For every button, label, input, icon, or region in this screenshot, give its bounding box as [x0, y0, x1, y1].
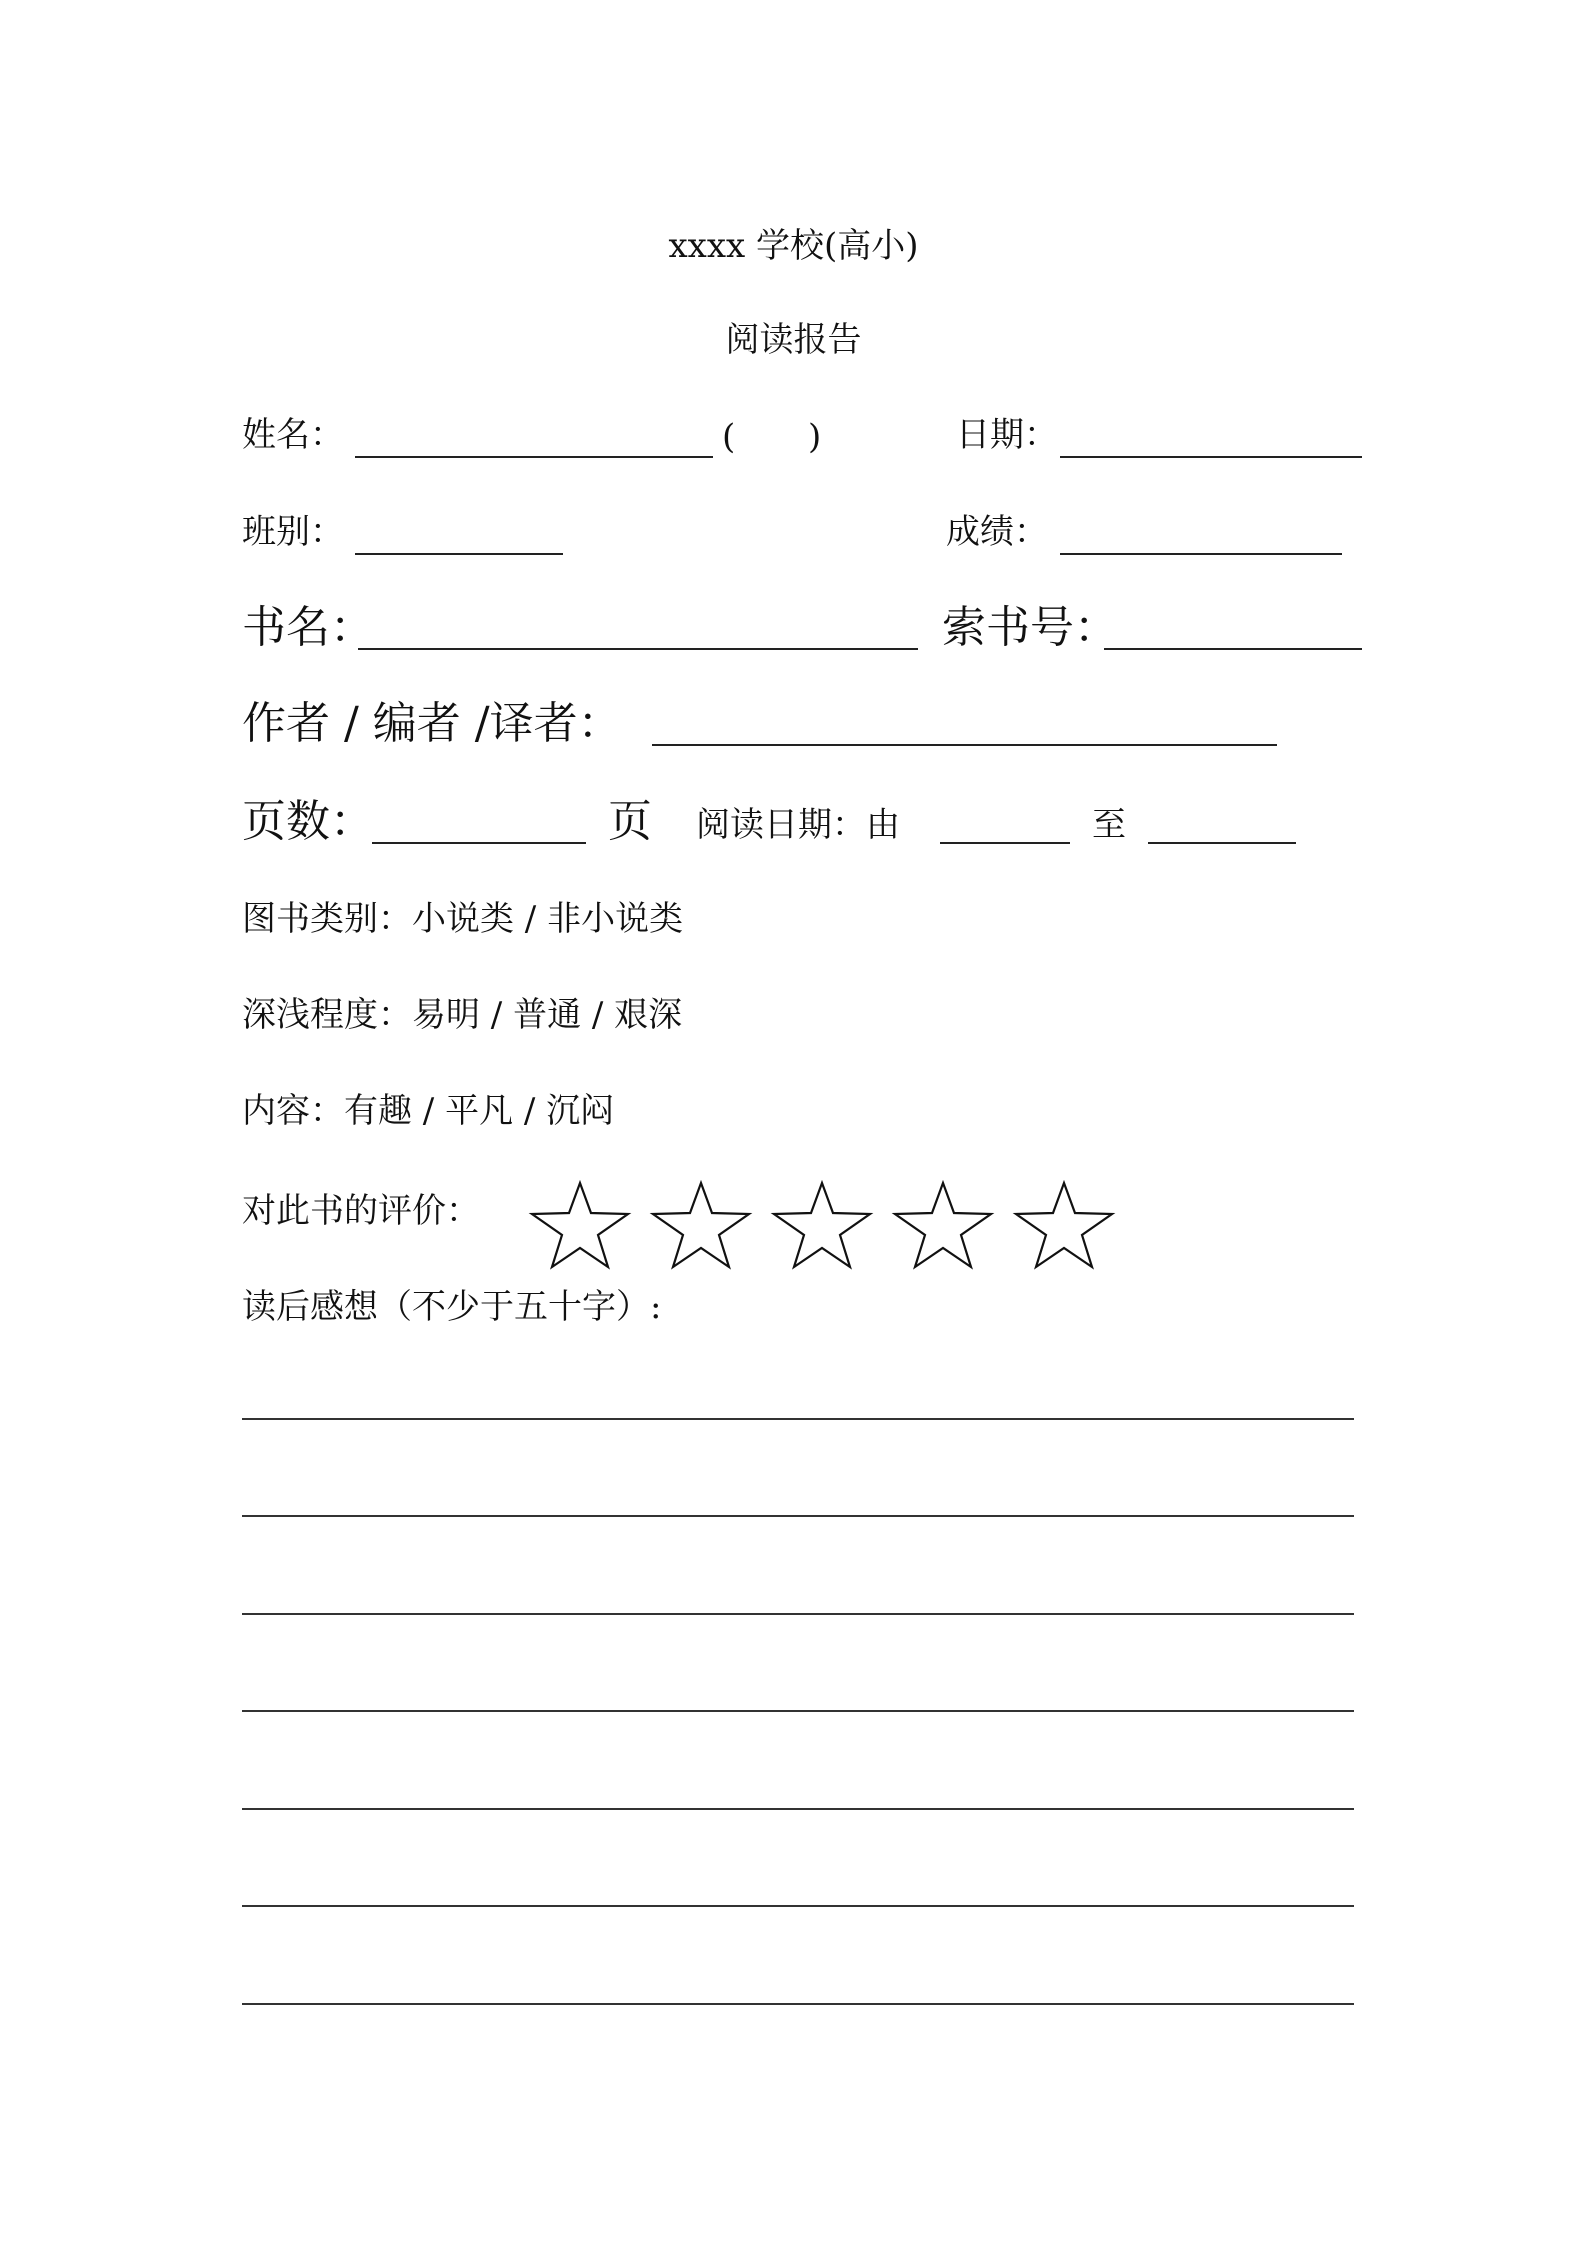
writing-line[interactable]	[242, 1905, 1354, 1907]
book-title-field[interactable]	[358, 648, 918, 650]
school-title: xxxx 学校(高小)	[668, 226, 919, 266]
call-number-label: 索书号：	[942, 602, 1118, 653]
star-outline-icon[interactable]	[891, 1180, 995, 1270]
book-title-label: 书名：	[242, 602, 374, 653]
reading-date-to-label: 至	[1092, 805, 1126, 845]
name-label: 姓名：	[242, 415, 344, 455]
name-paren-open: (	[722, 417, 736, 457]
reading-date-to-field[interactable]	[1148, 842, 1296, 844]
reading-date-label: 阅读日期：由	[696, 805, 900, 845]
star-outline-icon[interactable]	[649, 1180, 753, 1270]
rating-label: 对此书的评价：	[242, 1191, 480, 1231]
star-outline-icon[interactable]	[528, 1180, 632, 1270]
pages-field[interactable]	[372, 842, 586, 844]
content-options[interactable]: 内容：有趣 / 平凡 / 沉闷	[242, 1091, 615, 1131]
class-field[interactable]	[355, 553, 563, 555]
writing-line[interactable]	[242, 1808, 1354, 1810]
star-outline-icon[interactable]	[770, 1180, 874, 1270]
reading-date-from-field[interactable]	[940, 842, 1070, 844]
author-label: 作者 / 编者 /译者：	[242, 698, 622, 749]
call-number-field[interactable]	[1104, 648, 1362, 650]
pages-unit: 页	[608, 796, 652, 847]
grade-label: 成绩：	[946, 512, 1048, 552]
difficulty-options[interactable]: 深浅程度：易明 / 普通 / 艰深	[242, 995, 683, 1035]
author-field[interactable]	[652, 744, 1277, 746]
class-label: 班别：	[242, 512, 344, 552]
reflection-label: 读后感想（不少于五十字）:	[242, 1287, 662, 1327]
writing-line[interactable]	[242, 1418, 1354, 1420]
date-label: 日期：	[956, 415, 1058, 455]
star-rating[interactable]	[528, 1180, 1128, 1270]
name-field[interactable]	[355, 456, 713, 458]
writing-line[interactable]	[242, 2003, 1354, 2005]
writing-line[interactable]	[242, 1613, 1354, 1615]
writing-line[interactable]	[242, 1515, 1354, 1517]
report-title: 阅读报告	[725, 320, 862, 360]
writing-line[interactable]	[242, 1710, 1354, 1712]
pages-label: 页数：	[242, 796, 374, 847]
star-outline-icon[interactable]	[1012, 1180, 1116, 1270]
book-category-options[interactable]: 图书类别：小说类 / 非小说类	[242, 899, 684, 939]
grade-field[interactable]	[1060, 553, 1342, 555]
name-paren-close: )	[808, 417, 822, 457]
date-field[interactable]	[1060, 456, 1362, 458]
